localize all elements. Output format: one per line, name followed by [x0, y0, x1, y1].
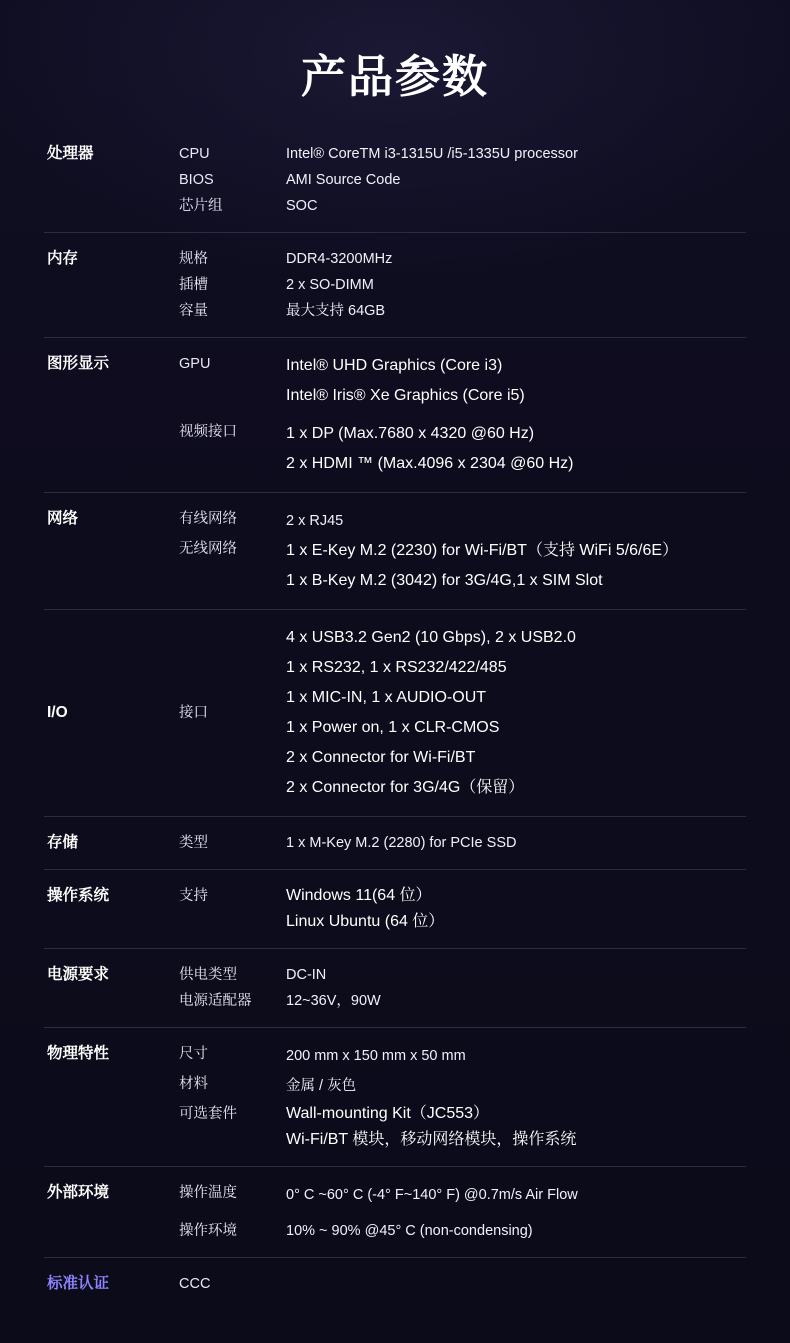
spec-category: 内存	[47, 250, 79, 267]
spec-pair	[179, 1041, 746, 1071]
spec-category: 标准认证	[47, 1275, 110, 1292]
spec-key: CCC	[179, 1276, 211, 1292]
spec-key: 芯片组	[179, 198, 223, 214]
spec-value-group	[286, 883, 444, 935]
spec-category: 处理器	[47, 145, 94, 162]
spec-value: 0° C ~60° C (-4° F~140° F) @0.7m/s Air Flow	[286, 1187, 578, 1203]
spec-key: 操作环境	[179, 1223, 237, 1239]
spec-key: 支持	[179, 888, 208, 904]
spec-pair	[179, 830, 746, 856]
spec-value: 1 x DP (Max.7680 x 4320 @60 Hz)	[286, 425, 535, 442]
spec-value: 1 x MIC-IN, 1 x AUDIO-OUT	[286, 689, 487, 706]
spec-row	[44, 1166, 746, 1257]
spec-pair	[179, 141, 746, 167]
page-title: 产品参数	[300, 51, 489, 102]
spec-value: 最大支持 64GB	[286, 303, 386, 319]
spec-value: Intel® CoreTM i3-1315U /i5-1335U processor	[286, 146, 578, 162]
spec-value: 1 x E-Key M.2 (2230) for Wi-Fi/BT（支持 WiFi 5/6/6E）	[286, 542, 679, 559]
spec-value: 1 x Power on, 1 x CLR-CMOS	[286, 719, 500, 736]
spec-category: 电源要求	[47, 966, 110, 983]
spec-pair	[179, 167, 746, 193]
spec-pair	[179, 883, 746, 935]
spec-key: 操作温度	[179, 1185, 237, 1201]
spec-pair	[179, 623, 746, 803]
spec-value: Wall-mounting Kit（JC553）	[286, 1105, 490, 1122]
spec-pair	[179, 351, 746, 411]
spec-entries	[179, 1041, 746, 1153]
spec-entries	[179, 141, 746, 219]
spec-key: 电源适配器	[179, 993, 252, 1009]
spec-row	[44, 1257, 746, 1317]
spec-key: 无线网络	[179, 541, 237, 557]
spec-row	[44, 816, 746, 869]
spec-category: 图形显示	[47, 355, 110, 372]
spec-value: 4 x USB3.2 Gen2 (10 Gbps), 2 x USB2.0	[286, 629, 576, 646]
spec-pair	[179, 1071, 746, 1101]
spec-pair	[179, 298, 746, 324]
spec-value-group	[286, 623, 576, 803]
spec-category: 物理特性	[47, 1045, 110, 1062]
spec-value-group	[286, 1101, 576, 1153]
spec-table	[44, 135, 746, 1317]
spec-pair	[179, 962, 746, 988]
spec-key: 容量	[179, 303, 208, 319]
spec-value: DC-IN	[286, 967, 327, 983]
spec-key: 插槽	[179, 277, 208, 293]
spec-entries	[179, 962, 746, 1014]
spec-entries	[179, 1271, 746, 1297]
spec-row	[44, 609, 746, 816]
spec-key: BIOS	[179, 172, 214, 188]
spec-row	[44, 232, 746, 337]
spec-entries	[179, 1180, 746, 1244]
spec-pair	[179, 193, 746, 219]
spec-key: 可选套件	[179, 1106, 237, 1122]
spec-value: 12~36V，90W	[286, 993, 381, 1009]
spec-value-group	[286, 536, 678, 596]
spec-entries	[179, 830, 746, 856]
spec-entries	[179, 506, 746, 596]
spec-key: 类型	[179, 835, 208, 851]
spec-row	[44, 135, 746, 232]
spec-key: 尺寸	[179, 1046, 208, 1062]
spec-row	[44, 948, 746, 1027]
spec-entries	[179, 246, 746, 324]
spec-row	[44, 492, 746, 609]
spec-value: 2 x HDMI ™ (Max.4096 x 2304 @60 Hz)	[286, 455, 574, 472]
spec-key: GPU	[179, 356, 211, 372]
spec-pair	[179, 246, 746, 272]
spec-value: Wi-Fi/BT 模块，移动网络模块，操作系统	[286, 1131, 577, 1148]
spec-pair	[179, 1101, 746, 1153]
spec-category: 网络	[47, 510, 79, 527]
spec-entries	[179, 351, 746, 479]
spec-key: 接口	[179, 705, 208, 721]
spec-value: 1 x B-Key M.2 (3042) for 3G/4G,1 x SIM Slot	[286, 572, 603, 589]
spec-value: 2 x RJ45	[286, 513, 344, 529]
spec-row	[44, 1027, 746, 1166]
spec-value: 2 x Connector for Wi-Fi/BT	[286, 749, 476, 766]
spec-entries	[179, 883, 746, 935]
spec-value: DDR4-3200MHz	[286, 251, 393, 267]
spec-key: 视频接口	[179, 424, 237, 440]
spec-key: 规格	[179, 251, 208, 267]
spec-value: 2 x Connector for 3G/4G（保留）	[286, 779, 525, 796]
spec-key: 供电类型	[179, 967, 237, 983]
spec-category: 外部环境	[47, 1184, 110, 1201]
spec-value: Linux Ubuntu (64 位）	[286, 913, 445, 930]
spec-category: 操作系统	[47, 887, 110, 904]
spec-value: AMI Source Code	[286, 172, 401, 188]
spec-key: 材料	[179, 1076, 208, 1092]
spec-pair	[179, 536, 746, 596]
spec-value-group	[286, 351, 525, 411]
spec-value: 金属 / 灰色	[286, 1078, 357, 1094]
spec-value: SOC	[286, 198, 318, 214]
spec-pair	[179, 506, 746, 536]
spec-row	[44, 337, 746, 492]
spec-entries	[179, 623, 746, 803]
spec-value: 200 mm x 150 mm x 50 mm	[286, 1048, 466, 1064]
spec-pair	[179, 1271, 746, 1297]
spec-value: 2 x SO-DIMM	[286, 277, 374, 293]
spec-pair	[179, 1218, 746, 1244]
spec-category: I/O	[47, 704, 68, 721]
spec-category: 存储	[47, 834, 79, 851]
spec-pair	[179, 272, 746, 298]
spec-value: Intel® Iris® Xe Graphics (Core i5)	[286, 387, 525, 404]
spec-row	[44, 869, 746, 948]
spec-value: 10% ~ 90% @45° C (non-condensing)	[286, 1223, 533, 1239]
spec-value: 1 x RS232, 1 x RS232/422/485	[286, 659, 507, 676]
spec-key: CPU	[179, 146, 210, 162]
spec-value: Windows 11(64 位）	[286, 887, 432, 904]
spec-pair	[179, 988, 746, 1014]
spec-value: Intel® UHD Graphics (Core i3)	[286, 357, 503, 374]
spec-pair	[179, 419, 746, 479]
spec-pair	[179, 1180, 746, 1210]
spec-value: 1 x M-Key M.2 (2280) for PCIe SSD	[286, 835, 517, 851]
spec-value-group	[286, 419, 573, 479]
spec-key: 有线网络	[179, 511, 237, 527]
